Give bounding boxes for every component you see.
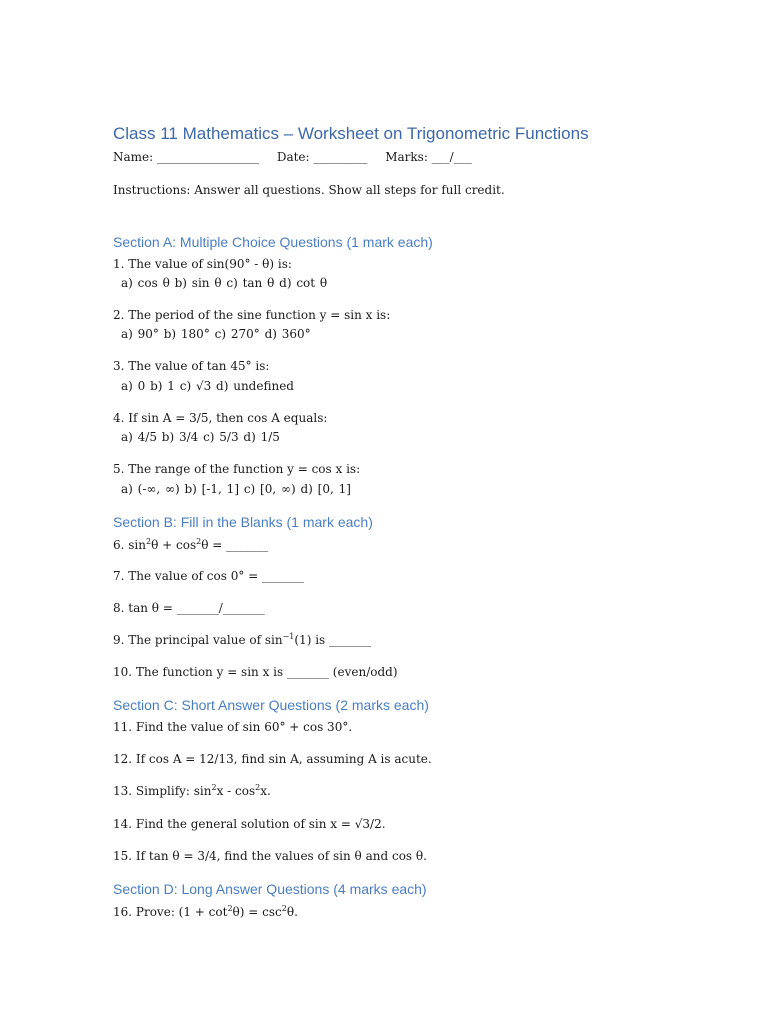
question-16-part-a: 16. Prove: (1 + cot xyxy=(113,905,228,919)
superscript: 2 xyxy=(196,537,202,546)
question-4: 4. If sin A = 3/5, then cos A equals: xyxy=(113,411,328,425)
superscript: 2 xyxy=(211,783,217,792)
marks-field: Marks: ___/___ xyxy=(385,150,472,164)
section-b-heading: Section B: Fill in the Blanks (1 mark each) xyxy=(113,514,373,530)
question-9-part-b: (1) is _______ xyxy=(294,633,371,647)
question-3: 3. The value of tan 45° is: xyxy=(113,359,270,373)
question-16-part-b: θ) = csc xyxy=(232,905,282,919)
question-15: 15. If tan θ = 3/4, find the values of sin θ and cos θ. xyxy=(113,849,427,863)
question-5: 5. The range of the function y = cos x is: xyxy=(113,462,361,476)
question-14: 14. Find the general solution of sin x = √3/2. xyxy=(113,817,386,831)
question-3-options: a) 0 b) 1 c) √3 d) undefined xyxy=(121,379,294,393)
section-d-heading: Section D: Long Answer Questions (4 marks each) xyxy=(113,881,427,897)
student-info-line xyxy=(113,150,472,164)
superscript: 2 xyxy=(281,904,287,913)
worksheet-title: Class 11 Mathematics – Worksheet on Trigonometric Functions xyxy=(113,124,589,143)
question-9 xyxy=(113,634,371,646)
instructions: Instructions: Answer all questions. Show all steps for full credit. xyxy=(113,183,505,197)
question-4-options: a) 4/5 b) 3/4 c) 5/3 d) 1/5 xyxy=(121,430,280,444)
question-6-part-b: θ + cos xyxy=(151,538,197,552)
section-a-heading: Section A: Multiple Choice Questions (1 mark each) xyxy=(113,234,433,250)
section-c-heading: Section C: Short Answer Questions (2 marks each) xyxy=(113,697,429,713)
question-16 xyxy=(113,906,298,918)
question-9-part-a: 9. The principal value of sin xyxy=(113,633,283,647)
question-5-options: a) (-∞, ∞) b) [-1, 1] c) [0, ∞) d) [0, 1] xyxy=(121,482,351,496)
question-2-options: a) 90° b) 180° c) 270° d) 360° xyxy=(121,327,311,341)
question-13-part-a: 13. Simplify: sin xyxy=(113,784,212,798)
superscript: 2 xyxy=(227,904,233,913)
question-16-part-c: θ. xyxy=(286,905,298,919)
name-field: Name: _________________ xyxy=(113,150,259,164)
question-6-part-c: θ = _______ xyxy=(201,538,269,552)
superscript: 2 xyxy=(146,537,152,546)
question-6 xyxy=(113,539,268,551)
question-13-part-b: x - cos xyxy=(216,784,256,798)
superscript: 2 xyxy=(255,783,261,792)
question-1: 1. The value of sin(90° - θ) is: xyxy=(113,257,292,271)
question-13-part-c: x. xyxy=(260,784,271,798)
question-7: 7. The value of cos 0° = _______ xyxy=(113,569,305,583)
superscript: −1 xyxy=(282,632,295,641)
date-field: Date: _________ xyxy=(276,150,368,164)
question-2: 2. The period of the sine function y = sin x is: xyxy=(113,308,391,322)
question-13 xyxy=(113,785,271,797)
question-11: 11. Find the value of sin 60° + cos 30°. xyxy=(113,720,353,734)
question-10: 10. The function y = sin x is _______ (even/odd) xyxy=(113,665,398,679)
question-6-part-a: 6. sin xyxy=(113,538,146,552)
question-8: 8. tan θ = _______/_______ xyxy=(113,601,265,615)
question-1-options: a) cos θ b) sin θ c) tan θ d) cot θ xyxy=(121,276,328,290)
question-12: 12. If cos A = 12/13, find sin A, assuming A is acute. xyxy=(113,752,432,766)
